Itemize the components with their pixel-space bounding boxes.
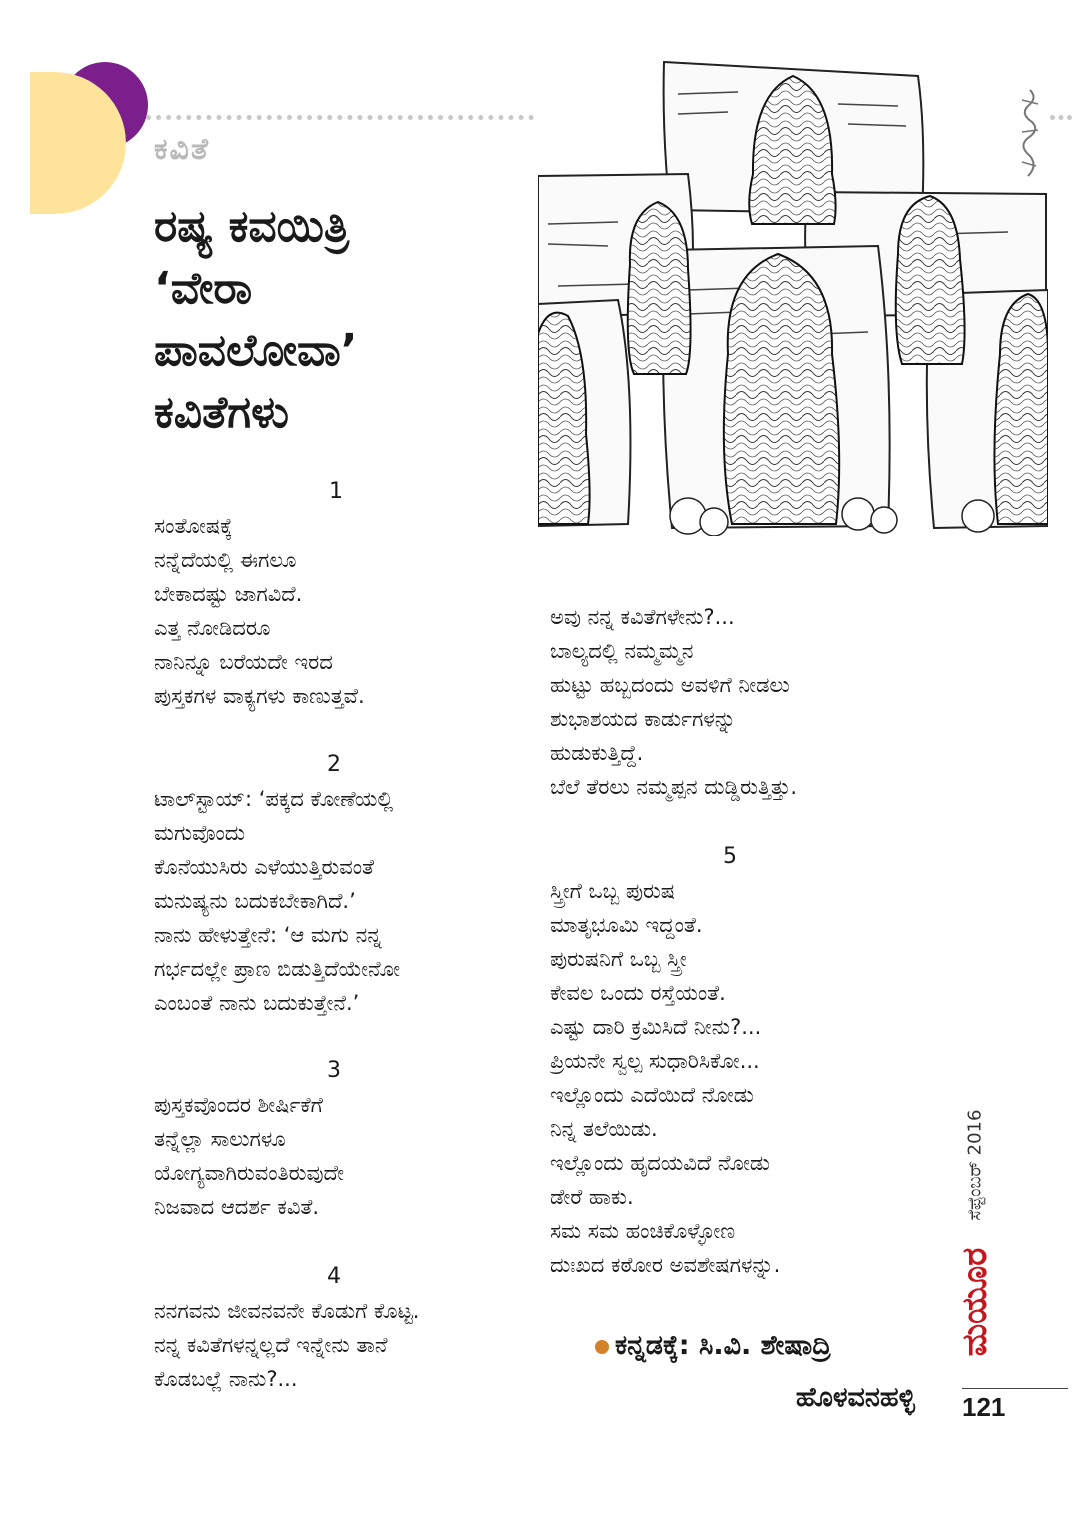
poem-collection-title: [154, 196, 524, 444]
poem-line: ಡೇರೆ ಹಾಕು.: [550, 1185, 634, 1209]
poem-line: ನಾನು ಹೇಳುತ್ತೇನೆ: ‘ಆ ಮಗು ನನ್ನ: [154, 923, 382, 947]
page-number: 121: [962, 1392, 1006, 1422]
poem-line: ಬಾಲ್ಯದಲ್ಲಿ ನಮ್ಮಮ್ಮನ: [550, 639, 694, 663]
credit-text: ಕನ್ನಡಕ್ಕೆ: ಸಿ.ವಿ. ಶೇಷಾದ್ರಿ: [615, 1330, 831, 1361]
poem-number: 1: [329, 479, 343, 504]
section-label: ಕವಿತೆ: [154, 132, 210, 167]
poem-line: ಮನುಷ್ಯನು ಬದುಕಬೇಕಾಗಿದೆ.’: [154, 889, 356, 913]
poem-4-continued: [550, 600, 797, 804]
title-line: ಪಾವಲೋವಾ’: [154, 325, 358, 376]
poem-line: ಪುಸ್ತಕಗಳ ವಾಕ್ಯಗಳು ಕಾಣುತ್ತವೆ.: [154, 684, 365, 708]
poem-line: ಸ್ತ್ರೀಗೆ ಒಬ್ಬ ಪುರುಷ: [550, 879, 676, 903]
poem-line: ಹುಟ್ಟು ಹಬ್ಬದಂದು ಅವಳಿಗೆ ನೀಡಲು: [550, 673, 790, 697]
poem-line: ಎಂಬಂತೆ ನಾನು ಬದುಕುತ್ತೇನೆ.’: [154, 991, 360, 1015]
poem-line: ಯೋಗ್ಯವಾಗಿರುವಂತಿರುವುದೇ: [154, 1161, 345, 1185]
poem-line: ಇಲ್ಲೊಂದು ಎದೆಯಿದೆ ನೋಡು: [550, 1083, 754, 1107]
poem-line: ಸಂತೋಷಕ್ಕೆ: [154, 514, 233, 538]
magazine-name-text: ಮಯೂರ: [955, 1247, 995, 1357]
poem-line: ಬೆಲೆ ತೆರಲು ನಮ್ಮಪ್ಪನ ದುಡ್ಡಿರುತ್ತಿತ್ತು.: [550, 775, 798, 799]
poem-line: ಹುಡುಕುತ್ತಿದ್ದೆ.: [550, 741, 644, 765]
poem-line: ನಾನಿನ್ನೂ ಬರೆಯದೇ ಇರದ: [154, 650, 333, 674]
poem-line: ತನ್ನೆಲ್ಲಾ ಸಾಲುಗಳೂ: [154, 1127, 286, 1151]
poem-line: ಮಗುವೊಂದು: [154, 821, 246, 845]
poem-line: ಪುಸ್ತಕವೊಂದರ ಶೀರ್ಷಿಕೆಗೆ: [154, 1093, 323, 1117]
title-line: ‘ವೇರಾ: [154, 263, 253, 314]
poem-line: ಸಮ ಸಮ ಹಂಚಿಕೊಳ್ಳೋಣ: [550, 1219, 736, 1243]
poem-line: ಎತ್ತ ನೋಡಿದರೂ: [154, 616, 271, 640]
poem-number: 4: [327, 1264, 341, 1289]
credit-line-2: ಹೊಳವನಹಳ್ಳಿ: [795, 1382, 915, 1413]
poem-line: ಕೇವಲ ಒಂದು ರಸ್ತೆಯಂತೆ.: [550, 981, 726, 1005]
poem-3: [154, 1054, 344, 1224]
page-number-rule: [962, 1388, 1068, 1389]
poem-line: ನನ್ನೆದೆಯಲ್ಲಿ ಈಗಲೂ: [154, 548, 297, 572]
poem-line: ನನ್ನ ಕವಿತೆಗಳನ್ನಲ್ಲದೆ ಇನ್ನೇನು ತಾನೆ: [154, 1333, 388, 1357]
poem-line: ಮಾತೃಭೂಮಿ ಇದ್ದಂತೆ.: [550, 913, 703, 937]
poem-5: [550, 840, 780, 1282]
bullet-icon: [595, 1340, 609, 1354]
poem-line: ಪುರುಷನಿಗೆ ಒಬ್ಬ ಸ್ತ್ರೀ: [550, 947, 687, 971]
credit-line-1: [595, 1320, 915, 1372]
title-line: ರಷ್ಯ ಕವಯಿತ್ರಿ: [154, 201, 350, 252]
poem-line: ಶುಭಾಶಯದ ಕಾರ್ಡುಗಳನ್ನು: [550, 707, 736, 731]
poem-line: ಬೇಕಾದಷ್ಟು ಜಾಗವಿದೆ.: [154, 582, 303, 606]
illustration-seated-figures: [538, 54, 1048, 536]
poem-line: ನಿನ್ನ ತಲೆಯಿಡು.: [550, 1117, 658, 1141]
poem-line: ನನಗವನು ಜೀವನವನೇ ಕೊಡುಗೆ ಕೊಟ್ಟ.: [154, 1299, 420, 1323]
poem-line: ಇಲ್ಲೊಂದು ಹೃದಯವಿದೆ ನೋಡು: [550, 1151, 770, 1175]
artist-signature: [1010, 86, 1050, 182]
dotted-rule-right: [1050, 115, 1072, 120]
poem-line: ಪ್ರಿಯನೇ ಸ್ವಲ್ಪ ಸುಧಾರಿಸಿಕೋ...: [550, 1049, 760, 1073]
issue-date: [958, 1100, 992, 1230]
poem-1: [154, 475, 365, 713]
poem-line: ಟಾಲ್‌ಸ್ಟಾಯ್: ‘ಪಕ್ಕದ ಕೋಣೆಯಲ್ಲಿ: [154, 787, 394, 811]
poem-line: ಅವು ನನ್ನ ಕವಿತೆಗಳೇನು?...: [550, 605, 735, 629]
poem-number: 2: [327, 752, 341, 777]
poem-line: ಗರ್ಭದಲ್ಲೇ ಪ್ರಾಣ ಬಿಡುತ್ತಿದೆಯೇನೋ: [154, 957, 401, 981]
poem-2: [154, 748, 400, 1020]
poem-number: 5: [723, 844, 737, 869]
poem-4: [154, 1260, 419, 1396]
magazine-logo: [952, 1240, 998, 1364]
poem-line: ಎಷ್ಟು ದಾರಿ ಕ್ರಮಿಸಿದೆ ನೀನು?...: [550, 1015, 762, 1039]
poem-number: 3: [327, 1058, 341, 1083]
dotted-rule-left: [146, 115, 534, 120]
poem-line: ಕೊಡಬಲ್ಲೆ ನಾನು?...: [154, 1367, 298, 1391]
poem-line: ಕೊನೆಯುಸಿರು ಎಳೆಯುತ್ತಿರುವಂತೆ: [154, 855, 374, 879]
issue-date-text: ಸೆಪ್ಟೆಂಬರ್ 2016: [964, 1109, 986, 1221]
translator-credit: [595, 1320, 915, 1424]
poem-line: ದುಃಖದ ಕಠೋರ ಅವಶೇಷಗಳನ್ನು.: [550, 1253, 781, 1277]
poem-line: ನಿಜವಾದ ಆದರ್ಶ ಕವಿತೆ.: [154, 1195, 320, 1219]
title-line: ಕವಿತೆಗಳು: [154, 387, 289, 438]
